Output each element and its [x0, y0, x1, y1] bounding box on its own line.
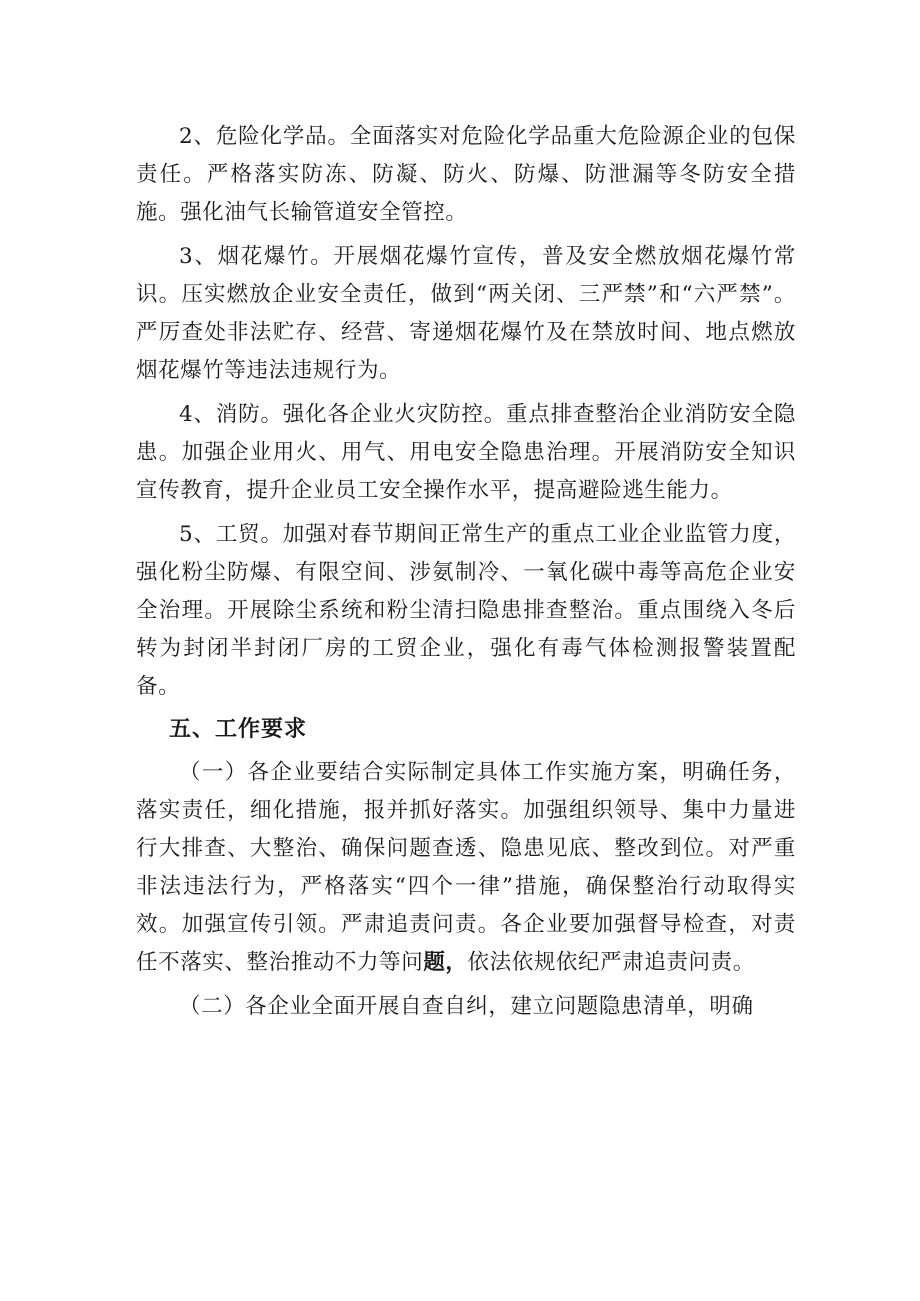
paragraph-fireworks: 3、烟花爆竹。开展烟花爆竹宣传，普及安全燃放烟花爆竹常识。压实燃放企业安全责任，做到“两关闭、三严禁”和“六严禁”。严厉查处非法贮存、经营、寄递烟花爆竹及在禁放时间、地点燃放烟花爆竹等违法违规行为。: [136, 244, 796, 383]
paragraph-hazardous-chemicals: 2、危险化学品。全面落实对危险化学品重大危险源企业的包保责任。严格落实防冻、防凝、防火、防爆、防泄漏等冬防安全措施。强化油气长输管道安全管控。: [136, 124, 796, 225]
paragraph-requirement-2: （二）各企业全面开展自查自纠，建立问题隐患清单，明确: [179, 994, 754, 1019]
requirement-1-bold-text: 题，: [423, 950, 468, 975]
document-body: [136, 118, 796, 1032]
paragraph-requirement-1: [136, 754, 796, 982]
requirement-1-text-end: 依法依规依纪严肃追责问责。: [467, 950, 755, 975]
section-heading-work-requirements: 五、工作要求: [169, 717, 308, 742]
paragraph-fire-protection: 4、消防。强化各企业火灾防控。重点排查整治企业消防安全隐患。加强企业用火、用气、用电安全隐患治理。开展消防安全知识宣传教育，提升企业员工安全操作水平，提高避险逃生能力。: [136, 402, 796, 503]
requirement-1-text-start: （一）各企业要结合实际制定具体工作实施方案，明确任务，落实责任，细化措施，报并抓好落实。加强组织领导、集中力量进行大排查、大整治、确保问题查透、隐患见底、整改到位。对严重非法违法行为，严格落实“四个一律”措施，确保整治行动取得实效。加强宣传引领。严肃追责问责。各企业要加强督导检查，对责任不落实、整治推动不力等问: [136, 760, 796, 975]
paragraph-industry-trade: 5、工贸。加强对春节期间正常生产的重点工业企业监管力度，强化粉尘防爆、有限空间、涉氨制冷、一氧化碳中毒等高危企业安全治理。开展除尘系统和粉尘清扫隐患排查整治。重点围绕入冬后转为封闭半封闭厂房的工贸企业，强化有毒气体检测报警装置配备。: [136, 522, 796, 699]
